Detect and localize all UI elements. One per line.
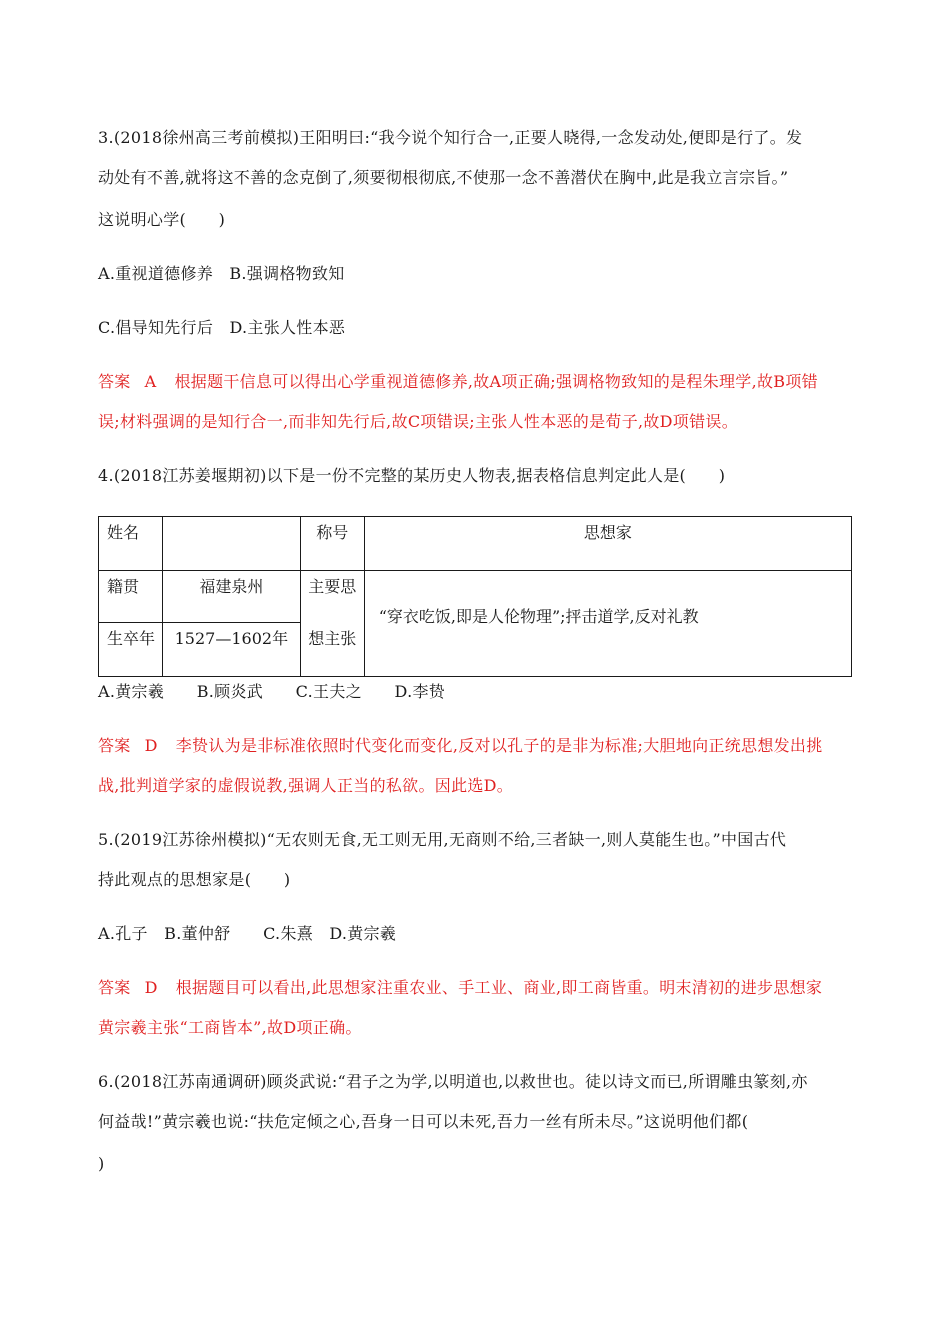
q5-stem-line-2: 持此观点的思想家是( ) [98, 870, 291, 889]
q5-answer-letter: D [144, 978, 158, 997]
thought-label-2: 想主张 [308, 629, 357, 648]
q4-options: A.黄宗羲 B.顾炎武 C.王夫之 D.李贽 [98, 682, 446, 701]
q6-stem-line-3: ) [98, 1154, 105, 1173]
q4-answer-line-2: 战,批判道学家的虚假说教,强调人正当的私欲。因此选D。 [98, 776, 514, 795]
origin-label: 籍贯 [107, 577, 140, 596]
name-label-cell [99, 517, 163, 571]
name-value [163, 517, 300, 523]
table-row [99, 517, 852, 571]
q5-answer-line-1 [98, 978, 822, 998]
historical-figure-table [98, 516, 852, 677]
thought-value: “穿衣吃饭,即是人伦物理”;抨击道学,反对礼教 [378, 606, 699, 626]
q6-stem-line-1: 6.(2018江苏南通调研)顾炎武说:“君子之为学,以明道也,以救世也。徒以诗文而已,所谓雕虫篆刻,亦 [98, 1072, 808, 1091]
name-label: 姓名 [107, 523, 140, 542]
q5-answer-line-2: 黄宗羲主张“工商皆本”,故D项正确。 [98, 1018, 362, 1037]
q5-options: A.孔子 B.董仲舒 C.朱熹 D.黄宗羲 [98, 924, 397, 943]
years-label: 生卒年 [107, 629, 156, 648]
q4-answer-line-1 [98, 736, 823, 756]
q3-stem-line-3: 这说明心学( ) [98, 210, 226, 229]
q4-stem-line-1: 4.(2018江苏姜堰期初)以下是一份不完整的某历史人物表,据表格信息判定此人是( ) [98, 466, 726, 485]
q4-answer-text-1: 李贽认为是非标准依照时代变化而变化,反对以孔子的是非为标准;大胆地向正统思想发出挑 [175, 736, 823, 755]
q3-options-line-2: C.倡导知先行后 D.主张人性本恶 [98, 318, 346, 337]
thought-value-cell [364, 571, 851, 677]
years-value: 1527—1602年 [174, 629, 289, 648]
q5-answer-tag: 答案 [98, 978, 131, 997]
q6-stem-line-2: 何益哉!”黄宗羲也说:“扶危定倾之心,吾身一日可以未死,吾力一丝有所未尽。”这说明他们都( [98, 1112, 749, 1131]
years-label-cell [99, 623, 163, 677]
origin-value: 福建泉州 [199, 577, 264, 596]
thought-label-1: 主要思 [308, 577, 357, 596]
q5-answer-text-1: 根据题目可以看出,此思想家注重农业、手工业、商业,即工商皆重。明末清初的进步思想家 [175, 978, 823, 997]
origin-label-cell [99, 571, 163, 623]
title-label: 称号 [316, 523, 349, 542]
title-value-cell [364, 517, 851, 571]
q3-answer-text-1: 根据题干信息可以得出心学重视道德修养,故A项正确;强调格物致知的是程朱理学,故B项错 [174, 372, 818, 391]
q3-options-line-1: A.重视道德修养 B.强调格物致知 [98, 264, 345, 283]
thought-label-cell [300, 571, 364, 677]
q3-answer-line-2: 误;材料强调的是知行合一,而非知先行后,故C项错误;主张人性本恶的是荀子,故D项错误。 [98, 412, 739, 431]
q3-answer-letter: A [144, 372, 157, 391]
origin-value-cell [162, 571, 300, 623]
title-value: 思想家 [583, 523, 632, 542]
q4-answer-tag: 答案 [98, 736, 131, 755]
q3-stem-line-1: 3.(2018徐州高三考前模拟)王阳明曰:“我今说个知行合一,正要人晓得,一念发动处,便即是行了。发 [98, 128, 803, 147]
table-row [99, 571, 852, 623]
q5-stem-line-1: 5.(2019江苏徐州模拟)“无农则无食,无工则无用,无商则不给,三者缺一,则人莫能生也。”中国古代 [98, 830, 787, 849]
q3-stem-line-2: 动处有不善,就将这不善的念克倒了,须要彻根彻底,不使那一念不善潜伏在胸中,此是我立言宗旨。” [98, 168, 789, 187]
q4-answer-letter: D [144, 736, 158, 755]
q3-answer-line-1 [98, 372, 818, 392]
q3-answer-tag: 答案 [98, 372, 131, 391]
title-label-cell [300, 517, 364, 571]
name-value-cell [162, 517, 300, 571]
years-value-cell [162, 623, 300, 677]
